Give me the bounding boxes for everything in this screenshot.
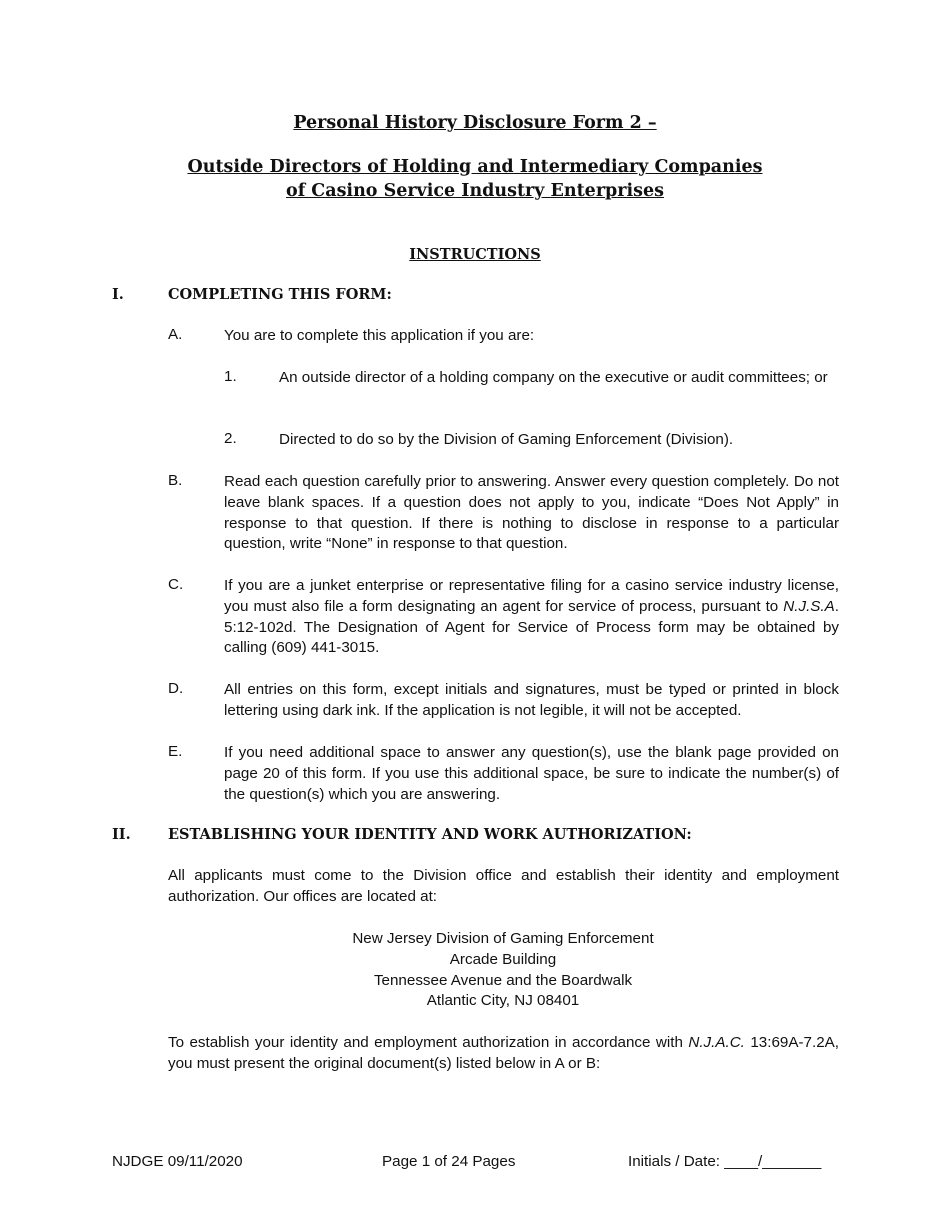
section-1-number: I. — [112, 286, 124, 303]
address-line4: Atlantic City, NJ 08401 — [426, 992, 580, 1010]
item-a-sub1-text: An outside director of a holding company on the executive or audit committees; or — [279, 369, 828, 386]
item-c-mark: C. — [168, 576, 184, 593]
item-a-mark: A. — [168, 326, 183, 343]
office-address — [300, 929, 706, 1012]
item-a-sub2-text: Directed to do so by the Division of Gaming Enforcement (Division). — [279, 431, 734, 448]
section-2-intro: All applicants must come to the Division office and establish their identity and employment authorization. Our offices are located at: — [168, 867, 839, 905]
address-line2: Arcade Building — [449, 950, 557, 968]
section-2-title: ESTABLISHING YOUR IDENTITY AND WORK AUTHORIZATION: — [168, 826, 692, 843]
item-a-text: You are to complete this application if you are: — [224, 327, 535, 344]
address-line3: Tennessee Avenue and the Boardwalk — [373, 971, 633, 989]
item-d-mark: D. — [168, 680, 184, 697]
instructions-heading: INSTRUCTIONS — [409, 246, 541, 263]
section-1-title: COMPLETING THIS FORM: — [168, 286, 392, 303]
form-title: Personal History Disclosure Form 2 – — [293, 113, 657, 133]
item-e-text: If you need additional space to answer any question(s), use the blank page provided on page 20 of this form. If you use this additional space, be sure to indicate the number(s) of the question(s) which you are answering. — [224, 744, 839, 803]
statute-reference: N.J.S.A — [783, 597, 835, 615]
section-2-number: II. — [112, 826, 131, 843]
item-a-sub2-mark: 2. — [224, 430, 237, 447]
item-c-text: If you are a junket enterprise or representative filing for a casino service industry license, you must also file a form designating an agent for service of process, pursuant to N.J.S.A. 5:12-102d. The Designation of Agent for Service of Process form may be obtained by calling (609) 441-3015. — [224, 577, 839, 657]
footer-initials-date: Initials / Date: ____/_______ — [628, 1153, 822, 1170]
item-e-mark: E. — [168, 743, 183, 760]
footer-form-id: NJDGE 09/11/2020 — [112, 1153, 243, 1170]
address-line1: New Jersey Division of Gaming Enforcement — [352, 930, 654, 947]
form-subtitle-line1: Outside Directors of Holding and Intermediary Companies — [187, 157, 763, 177]
item-b-text: Read each question carefully prior to answering. Answer every question completely. Do not leave blank spaces. If a question does not apply to you, indicate “Does Not Apply” in response to that question. If there is nothing to disclose in response to a particular question, write “None” in response to that question. — [224, 473, 839, 553]
section-2-closing: To establish your identity and employment authorization in accordance with N.J.A.C. 13:69A-7.2A, you must present the original document(s) listed below in A or B: — [168, 1034, 839, 1072]
item-d-text: All entries on this form, except initials and signatures, must be typed or printed in block lettering using dark ink. If the application is not legible, it will not be accepted. — [224, 681, 839, 719]
item-b-mark: B. — [168, 472, 183, 489]
item-a-sub1-mark: 1. — [224, 368, 237, 385]
footer-page-number: Page 1 of 24 Pages — [382, 1153, 516, 1170]
form-subtitle-line2: of Casino Service Industry Enterprises — [286, 181, 664, 201]
code-reference: N.J.A.C. — [688, 1034, 745, 1051]
